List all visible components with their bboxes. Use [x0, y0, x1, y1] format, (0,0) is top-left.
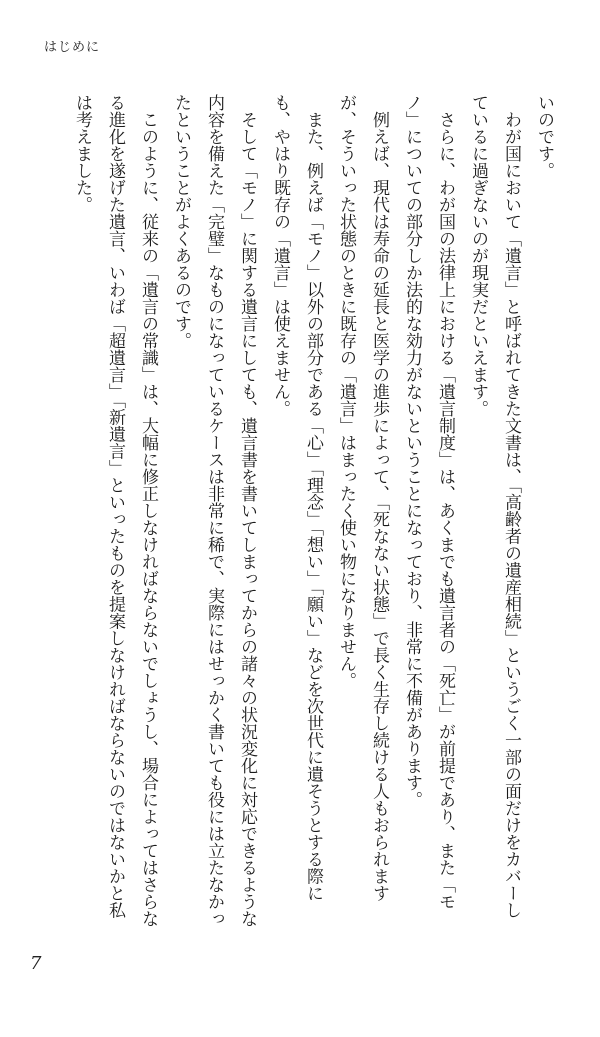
paragraph-6: そして「モノ」に関する遺言にしても、遺言書を書いてしまってからの諸々の状況変化に対応できるような内容を備えた「完璧」なものになっているケースは非常に稀で、実際にはせっかく書いても役には立たなかったということがよくあるのです。 [171, 94, 257, 927]
page-number: 7 [30, 953, 42, 974]
paragraph-1: いのです。 [534, 94, 554, 179]
paragraph-2: わが国において「遺言」と呼ばれてきた文書は、「高齢者の遺産相続」というごく一部の面だけをカバーしているに過ぎないのが現実だといえます。 [468, 94, 521, 919]
body-text [40, 94, 560, 934]
paragraph-5: また、例えば「モノ」以外の部分である「心」「理念」「想い」「願い」などを次世代に遺そうとする際にも、やはり既存の「遺言」は使えません。 [270, 94, 323, 902]
paragraph-7: このように、従来の「遺言の常識」は、大幅に修正しなければならないでしょうし、場合によってはさらなる進化を遂げた遺言、いわば「超遺言」「新遺言」といったものを提案しなければならないのではないかと私は考えました。 [72, 94, 158, 927]
running-head: はじめに [44, 40, 101, 55]
paragraph-4: 例えば、現代は寿命の延長と医学の進歩によって、「死なない状態」で長く生存し続ける人もおられますが、そういった状態のときに既存の「遺言」はまったく使い物になりません。 [336, 94, 389, 902]
paragraph-3: さらに、わが国の法律上における「遺言制度」は、あくまでも遺言者の「死亡」が前提であり、また「モノ」についての部分しか法的な効力がないということになっており、非常に不備があります。 [402, 94, 455, 910]
